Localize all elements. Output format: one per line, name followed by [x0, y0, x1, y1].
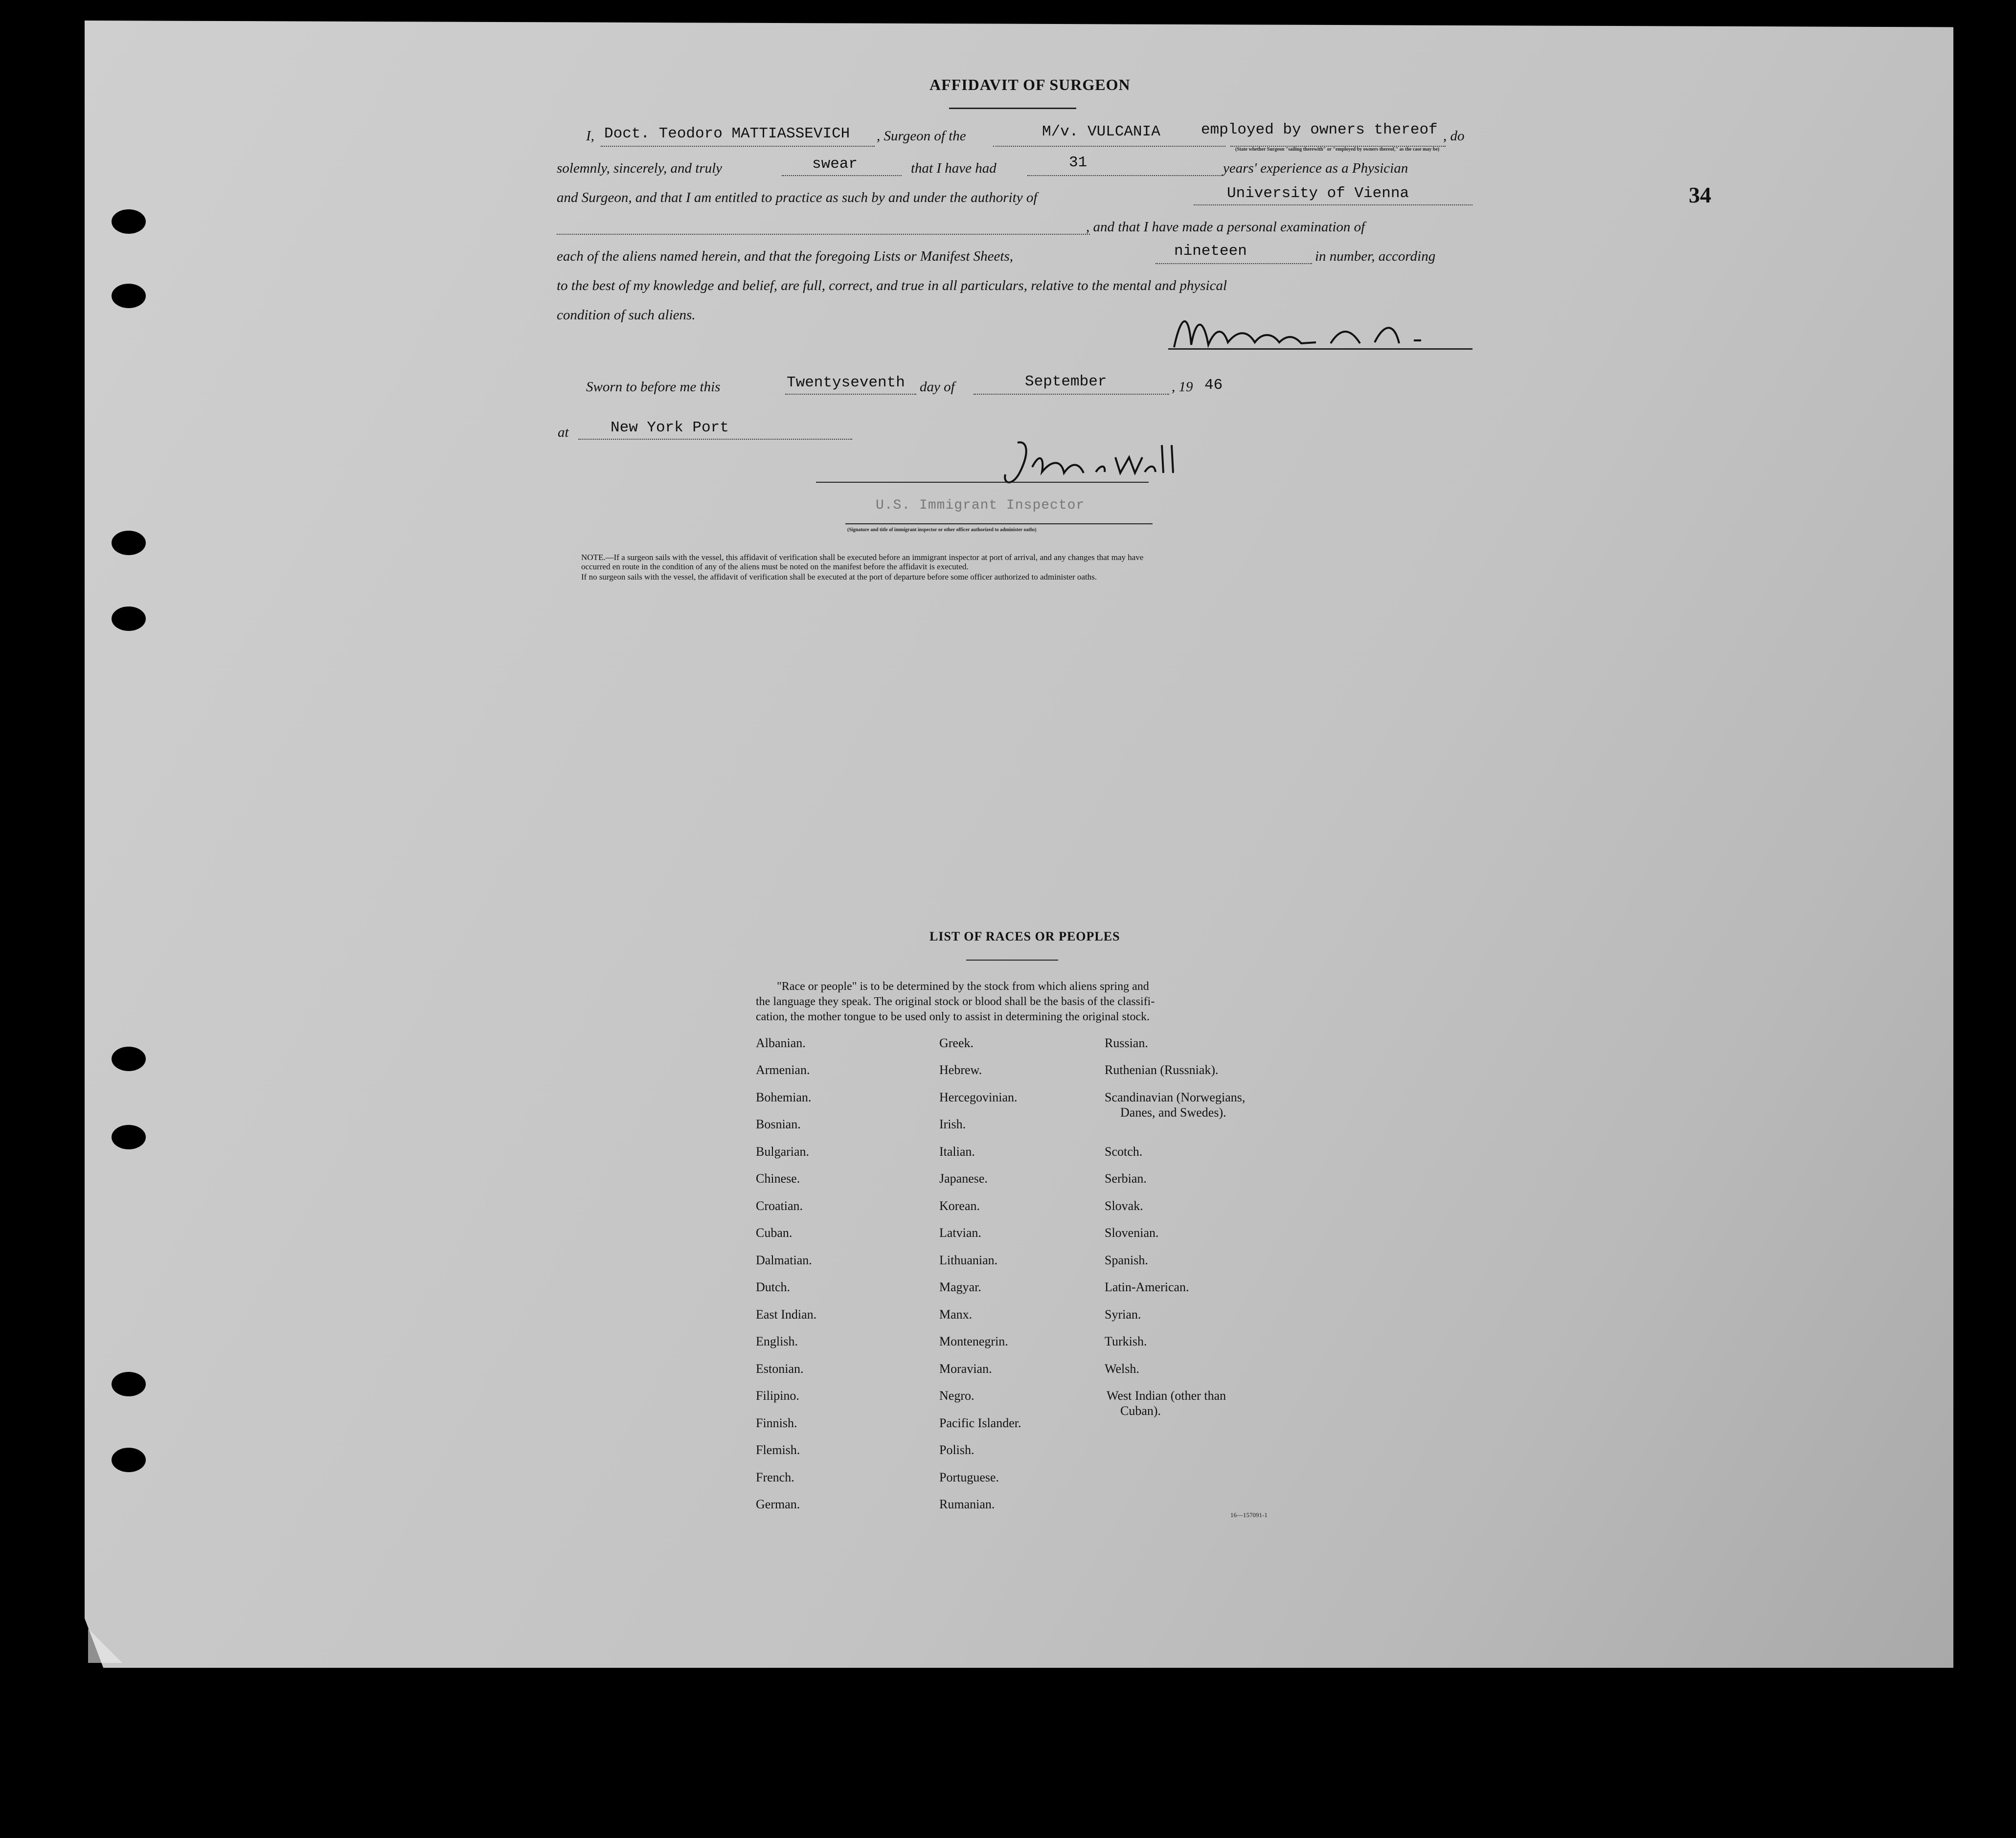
field-line — [785, 394, 916, 395]
race-item: Negro. — [939, 1389, 974, 1403]
race-item: Bohemian. — [756, 1090, 812, 1104]
race-item: Latvian. — [939, 1226, 981, 1240]
punch-hole — [112, 531, 146, 555]
affidavit-text: that I have had — [911, 160, 997, 176]
field-line — [974, 394, 1169, 395]
surgeon-signature — [1184, 313, 1215, 317]
race-item: Chinese. — [756, 1171, 800, 1186]
race-item: Rumanian. — [939, 1497, 995, 1511]
punch-hole — [112, 1047, 146, 1071]
race-item: Spanish. — [1105, 1253, 1148, 1267]
race-item: Bulgarian. — [756, 1144, 810, 1159]
race-item: East Indian. — [756, 1307, 817, 1322]
race-item: Flemish. — [756, 1443, 800, 1457]
affidavit-note: occurred en route in the condition of any of the aliens must be noted on the manifest before the affidavit is executed. — [581, 562, 969, 571]
field-line — [578, 439, 852, 440]
punch-hole — [112, 1448, 146, 1472]
race-item: Albanian. — [756, 1036, 806, 1050]
race-item: Turkish. — [1105, 1334, 1147, 1348]
punch-hole — [112, 1125, 146, 1149]
race-item: German. — [756, 1497, 800, 1511]
race-item: Greek. — [939, 1036, 974, 1050]
race-item: Finnish. — [756, 1416, 797, 1430]
race-item: Scotch. — [1105, 1144, 1143, 1159]
race-item: Hebrew. — [939, 1063, 982, 1077]
race-item: Scandinavian (Norwegians, — [1105, 1090, 1246, 1104]
race-item: Polish. — [939, 1443, 974, 1457]
affidavit-text: and Surgeon, and that I am entitled to practice as such by and under the authority of — [557, 190, 1038, 205]
signature-line — [1168, 348, 1472, 350]
race-item: Latin-American. — [1105, 1280, 1189, 1294]
field-line — [993, 146, 1225, 147]
affidavit-text: condition of such aliens. — [557, 307, 696, 323]
race-item: French. — [756, 1470, 794, 1484]
employment-hint: (State whether Surgeon "sailing therewith" or "employed by owners thereof," as the case may be) — [1235, 147, 1440, 152]
affidavit-heading: AFFIDAVIT OF SURGEON — [929, 76, 1131, 93]
race-item: Serbian. — [1105, 1171, 1147, 1186]
form-code: 16—157091-1 — [1230, 1511, 1268, 1519]
race-item: English. — [756, 1334, 798, 1348]
race-item: Dalmatian. — [756, 1253, 812, 1267]
race-item: Ruthenian (Russniak). — [1105, 1063, 1219, 1077]
heading-rule — [949, 108, 1076, 109]
affidavit-text: years' experience as a Physician — [1223, 160, 1408, 176]
signature-line — [845, 523, 1153, 524]
race-item: Dutch. — [756, 1280, 791, 1294]
race-item: Slovenian. — [1105, 1226, 1159, 1240]
oath-word-field: swear — [812, 156, 858, 173]
vessel-name-field: M/v. VULCANIA — [1042, 123, 1160, 140]
years-field: 31 — [1069, 154, 1087, 171]
field-line — [601, 146, 875, 147]
race-item: Cuban). — [1120, 1404, 1161, 1418]
surgeon-name-field: Doct. Teodoro MATTIASSEVICH — [604, 125, 850, 142]
signature-line — [816, 482, 1149, 483]
punch-hole — [112, 606, 146, 631]
employment-field: employed by owners thereof — [1201, 121, 1438, 138]
race-item: Welsh. — [1105, 1362, 1139, 1376]
race-item: West Indian (other than — [1107, 1389, 1226, 1403]
race-item: Slovak. — [1105, 1199, 1143, 1213]
race-item: Japanese. — [939, 1171, 988, 1186]
sworn-month-field: September — [1025, 373, 1107, 390]
affidavit-note: If no surgeon sails with the vessel, the affidavit of verification shall be executed at the port of departure before some officer authorized to administer oaths. — [581, 572, 1097, 582]
race-item: Magyar. — [939, 1280, 981, 1294]
affidavit-text: I, — [586, 128, 594, 144]
race-item: Manx. — [939, 1307, 973, 1322]
field-line — [557, 234, 1090, 235]
sworn-day-field: Twentyseventh — [787, 374, 905, 391]
affidavit-note: NOTE.—If a surgeon sails with the vessel, this affidavit of verification shall be executed before an immigrant inspector at port of arrival, and any changes that may have — [581, 553, 1144, 562]
race-item: Estonian. — [756, 1362, 804, 1376]
affidavit-text: in number, according — [1315, 248, 1436, 264]
at-label: at — [558, 425, 569, 440]
race-item: Russian. — [1105, 1036, 1148, 1050]
folded-corner — [88, 1629, 122, 1663]
race-item: Montenegrin. — [939, 1334, 1008, 1348]
field-line — [1155, 263, 1312, 264]
race-item: Italian. — [939, 1144, 975, 1159]
race-item: Danes, and Swedes). — [1120, 1105, 1226, 1120]
place-field: New York Port — [611, 419, 729, 436]
race-item: Croatian. — [756, 1199, 803, 1213]
affidavit-text: each of the aliens named herein, and that the foregoing Lists or Manifest Sheets, — [557, 248, 1013, 264]
sworn-text: day of — [920, 379, 955, 395]
punch-hole — [112, 209, 146, 234]
heading-rule — [966, 960, 1058, 961]
race-item: Portuguese. — [939, 1470, 999, 1484]
race-item: Moravian. — [939, 1362, 992, 1376]
affidavit-text: , and that I have made a personal examination of — [1086, 219, 1365, 235]
inspector-caption: (Signature and title of immigrant inspector or other officer authorized to administer oaths) — [847, 527, 1037, 533]
race-item: Lithuanian. — [939, 1253, 998, 1267]
sworn-year-field: 46 — [1204, 377, 1223, 394]
affidavit-text: to the best of my knowledge and belief, are full, correct, and true in all particulars, relative to the mental and physical — [557, 278, 1227, 293]
race-item: Syrian. — [1105, 1307, 1141, 1322]
inspector-signature — [1018, 450, 1038, 454]
inspector-title-stamp: U.S. Immigrant Inspector — [876, 498, 1085, 513]
race-item: Irish. — [939, 1117, 966, 1131]
race-item: Cuban. — [756, 1226, 793, 1240]
race-item: Armenian. — [756, 1063, 810, 1077]
field-line — [782, 175, 902, 176]
affidavit-text: , do — [1443, 128, 1465, 144]
affidavit-text: solemnly, sincerely, and truly — [557, 160, 723, 176]
page-number: 34 — [1689, 182, 1711, 207]
races-intro: cation, the mother tongue to be used only to assist in determining the original stock. — [756, 1010, 1150, 1023]
punch-hole — [112, 1372, 146, 1396]
field-line — [1194, 204, 1472, 205]
punch-hole — [112, 284, 146, 308]
race-item: Korean. — [939, 1199, 980, 1213]
affidavit-text: , Surgeon of the — [877, 128, 966, 144]
authority-field: University of Vienna — [1227, 185, 1409, 202]
race-item: Bosnian. — [756, 1117, 801, 1131]
sheets-count-field: nineteen — [1174, 243, 1247, 260]
race-item: Pacific Islander. — [939, 1416, 1021, 1430]
sworn-text: Sworn to before me this — [586, 379, 721, 395]
field-line — [1027, 175, 1223, 176]
races-intro: "Race or people" is to be determined by the stock from which aliens spring and — [777, 980, 1149, 993]
inspector-signature-scribble — [998, 438, 1184, 494]
sworn-text: , 19 — [1172, 379, 1193, 395]
race-item: Hercegovinian. — [939, 1090, 1018, 1104]
races-intro: the language they speak. The original stock or blood shall be the basis of the classifi- — [756, 995, 1155, 1008]
race-item: Filipino. — [756, 1389, 799, 1403]
races-heading: LIST OF RACES OR PEOPLES — [929, 929, 1120, 943]
